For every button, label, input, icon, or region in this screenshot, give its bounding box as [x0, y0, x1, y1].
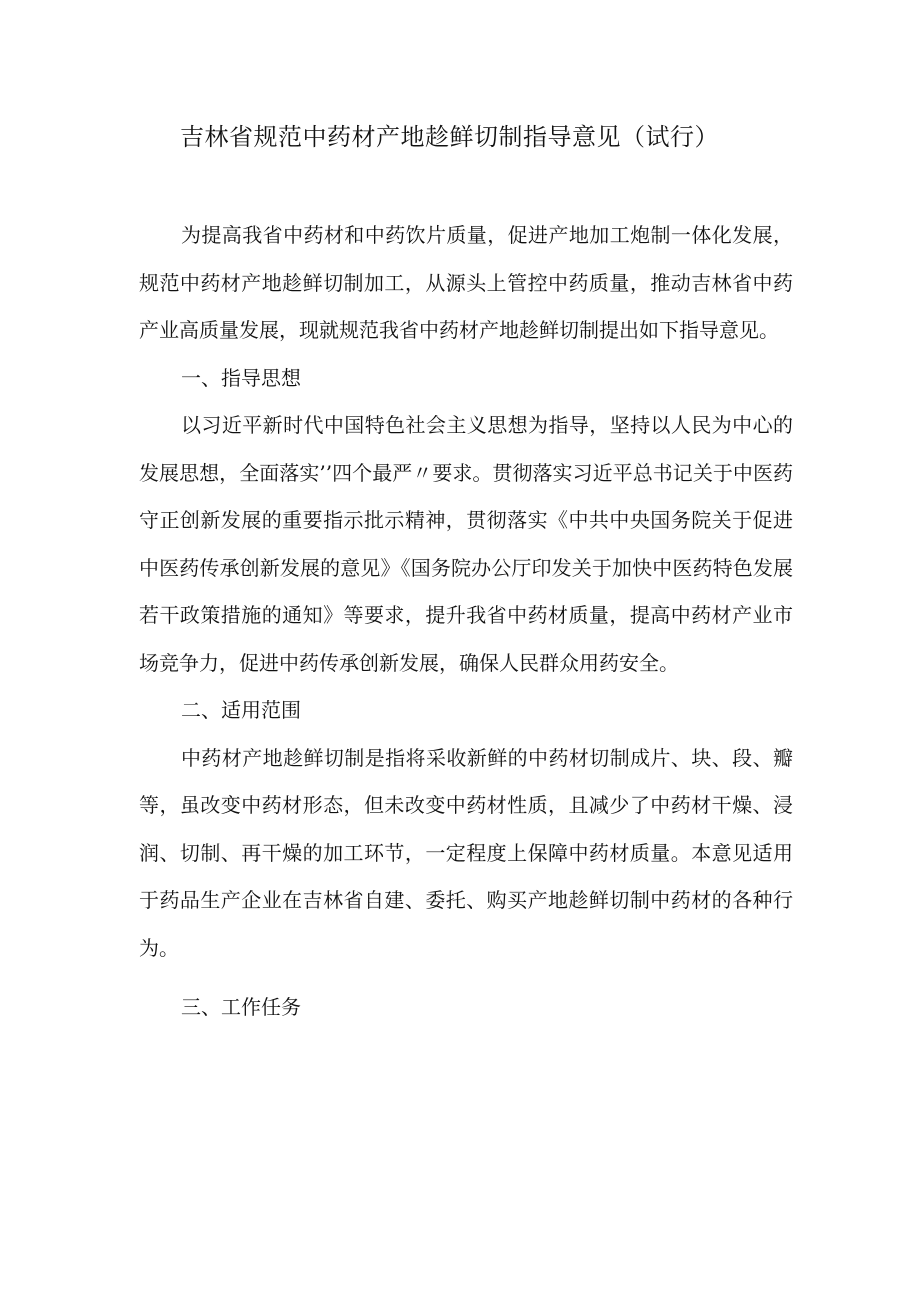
document-body: [139, 212, 793, 1032]
section-1-heading: 一、指导思想: [181, 365, 301, 390]
section-spacer: [139, 972, 793, 984]
document-title: 吉林省规范中药材产地趁鲜切制指导意见（试行）: [180, 123, 719, 151]
section-3-heading: 三、工作任务: [181, 995, 301, 1019]
section-2-heading: 二、适用范围: [181, 698, 301, 722]
section-2-paragraph: 中药材产地趁鲜切制是指将采收新鲜的中药材切制成片、块、段、瓣等，虽改变中药材形态，但未改变中药材性质，且减少了中药材干燥、浸润、切制、再干燥的加工环节，一定程度上保障中药材质量。本意见适用于药品生产企业在吉林省自建、委托、购买产地趁鲜切制中药材的各种行为。: [139, 745, 793, 960]
intro-paragraph: 为提高我省中药材和中药饮片质量，促进产地加工炮制一体化发展，规范中药材产地趁鲜切制加工，从源头上管控中药质量，推动吉林省中药产业高质量发展，现就规范我省中药材产地趁鲜切制提出如下指导意见。: [139, 223, 793, 342]
section-1-paragraph: 以习近平新时代中国特色社会主义思想为指导，坚持以人民为中心的发展思想，全面落实’’四个最严〃要求。贯彻落实习近平总书记关于中医药守正创新发展的重要指示批示精神，贯彻落实《中共中央国务院关于促进中医药传承创新发展的意见》《国务院办公厅印发关于加快中医药特色发展若干政策措施的通知》等要求，提升我省中药材质量，提高中药材产业市场竞争力，促进中药传承创新发展，确保人民群众用药安全。: [139, 413, 793, 675]
